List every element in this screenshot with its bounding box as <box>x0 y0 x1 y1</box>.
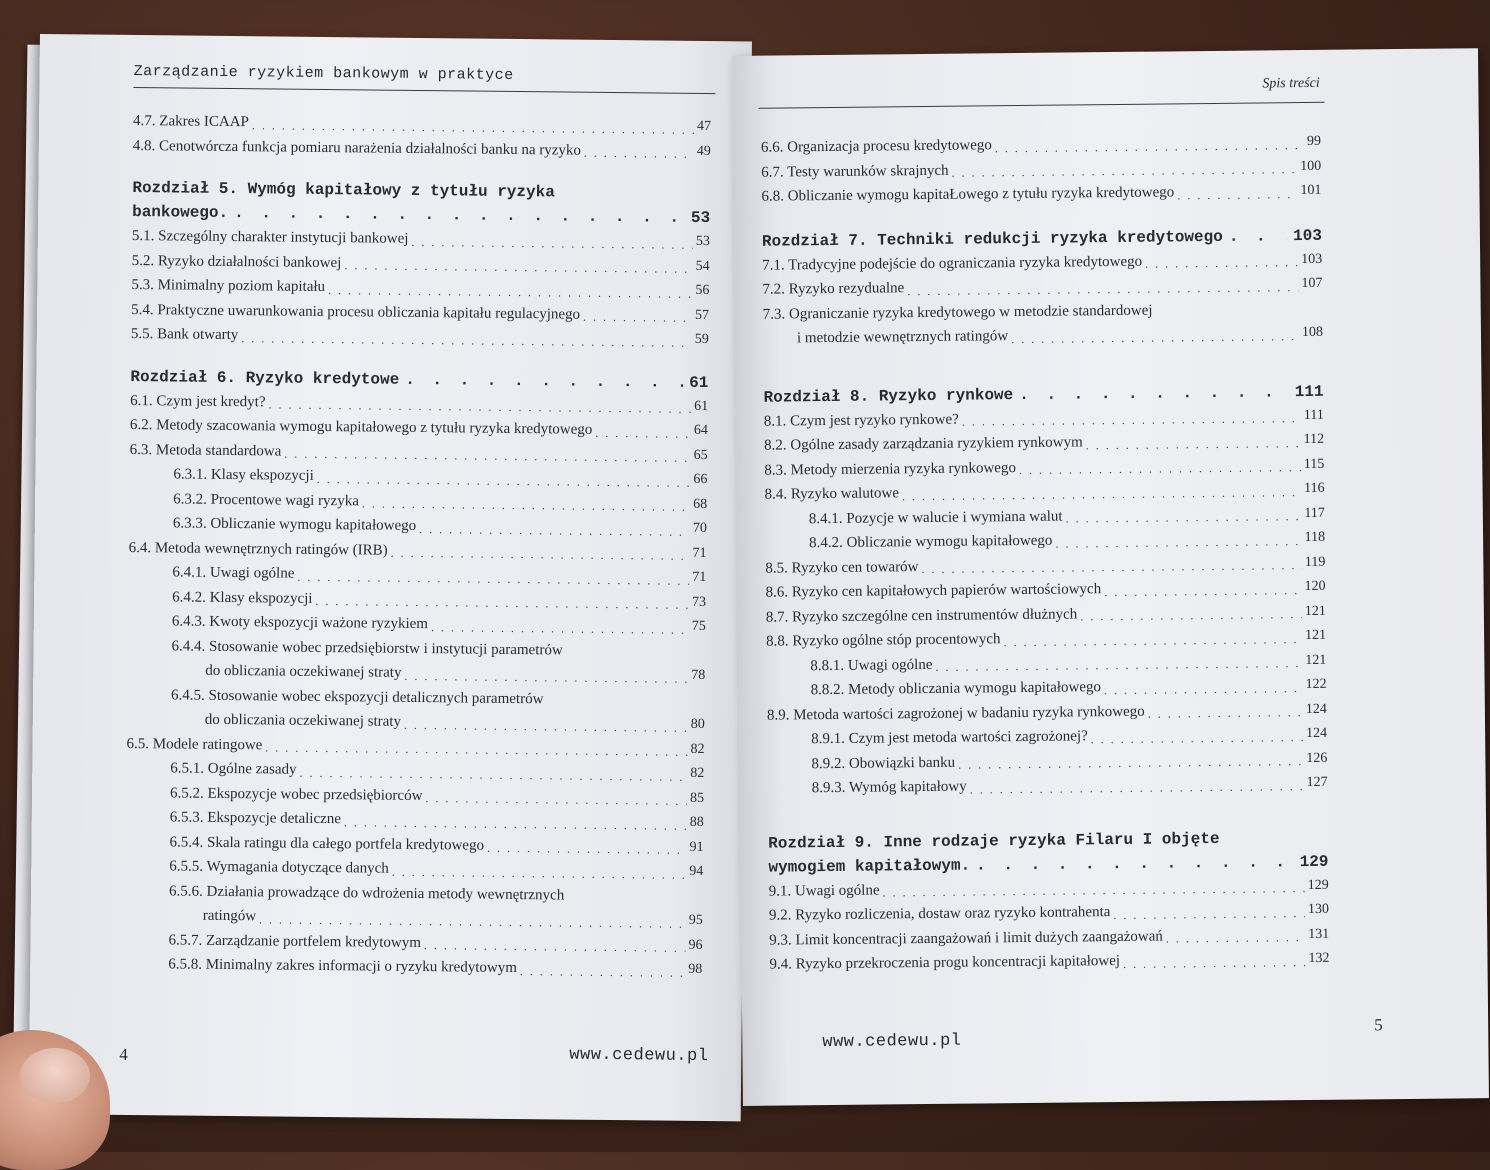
toc-entry: 6.4.2. Klasy ekspozycji . . . 73 <box>128 584 706 615</box>
toc-entry: 6.3. Metoda standardowa . . . 65 <box>130 437 708 468</box>
toc-entry: 6.2. Metody szacowania wymogu kapitałowego z tytułu ryzyka kredytowego . . . 64 <box>130 413 708 444</box>
toc-entry: 4.8. Cenotwórcza funkcja pomiaru narażenia działalności banku na ryzyko . . . 49 <box>133 133 711 164</box>
toc-entry: 8.8.2. Metody obliczania wymogu kapitałowego . . . 122 <box>767 673 1327 703</box>
page-number-right: 5 <box>1374 1015 1383 1035</box>
toc-entry: 6.5.2. Ekspozycje wobec przedsiębiorców . . . 85 <box>126 780 704 811</box>
toc-entry: 6.5. Modele ratingowe . . . 82 <box>126 731 704 762</box>
toc-entry: 6.3.3. Obliczanie wymogu kapitałowego . . . 70 <box>129 511 707 542</box>
footer-url-right: www.cedewu.pl <box>822 1031 962 1053</box>
chapter-6-heading: Rozdział 6. Ryzyko kredytowe . . . 61 <box>130 364 708 394</box>
toc-left <box>124 109 711 983</box>
toc-entry-wrap: 6.4.5. Stosowanie wobec ekspozycji detalicznych parametrów <box>171 686 544 707</box>
toc-entry: 6.3.1. Klasy ekspozycji . . . 66 <box>129 462 707 493</box>
toc-entry: 9.4. Ryzyko przekroczenia progu koncentracji kapitałowej . . . 132 <box>769 947 1329 977</box>
toc-entry: 5.3. Minimalny poziom kapitału . . . 56 <box>131 273 709 304</box>
toc-entry: 6.8. Obliczanie wymogu kapitaŁowego z tytułu ryzyka kredytowego . . . 101 <box>761 179 1321 209</box>
toc-right <box>761 130 1330 977</box>
header-rule-right <box>759 102 1325 109</box>
chapter-5-heading: Rozdział 5. Wymóg kapitałowy z tytułu ryzyka bankowego. . . . 53 <box>132 176 710 230</box>
toc-entry: do obliczania oczekiwanej straty . . . 78 <box>127 658 705 689</box>
toc-entry: 4.7. Zakres ICAAP . . . 47 <box>133 109 711 140</box>
page-number-left: 4 <box>119 1044 128 1064</box>
toc-entry: ratingów . . . 95 <box>125 903 703 934</box>
chapter-8-heading: Rozdział 8. Ryzyko rynkowe . . . 111 <box>763 379 1323 409</box>
toc-entry: 8.2. Ogólne zasady zarządzania ryzykiem rynkowym . . . 112 <box>764 428 1324 458</box>
toc-entry: 6.5.7. Zarządzanie portfelem kredytowym . . . 96 <box>124 927 702 958</box>
toc-entry: 5.4. Praktyczne uwarunkowania procesu obliczania kapitału regulacyjnego . . . 57 <box>131 297 709 328</box>
toc-entry: 6.6. Organizacja procesu kredytowego . . . 99 <box>761 130 1321 160</box>
toc-entry: 7.2. Ryzyko rezydualne . . . 107 <box>762 272 1322 302</box>
toc-entry: 6.1. Czym jest kredyt? . . . 61 <box>130 388 708 419</box>
toc-entry: 9.2. Ryzyko rozliczenia, dostaw oraz ryzyko kontrahenta . . . 130 <box>769 898 1329 928</box>
toc-entry: 6.5.1. Ogólne zasady . . . 82 <box>126 756 704 787</box>
running-head-left: Zarządzanie ryzykiem bankowym w praktyce <box>133 62 514 84</box>
toc-entry: 8.4.2. Obliczanie wymogu kapitałowego . . . 118 <box>765 526 1325 556</box>
right-page <box>732 48 1489 1106</box>
toc-entry: 6.4.1. Uwagi ogólne . . . 71 <box>128 560 706 591</box>
toc-entry-wrap: 6.4.4. Stosowanie wobec przedsiębiorstw i instytucji parametrów <box>171 637 563 659</box>
toc-entry: 9.3. Limit koncentracji zaangażowań i limit dużych zaangażowań . . . 131 <box>769 922 1329 952</box>
toc-entry: 5.5. Bank otwarty . . . 59 <box>131 322 709 353</box>
toc-entry: 5.2. Ryzyko działalności bankowej . . . 54 <box>132 248 710 279</box>
toc-entry: 8.9.2. Obowiązki banku . . . 126 <box>767 746 1327 776</box>
toc-entry: 6.5.4. Skala ratingu dla całego portfela kredytowego . . . 91 <box>125 829 703 860</box>
toc-entry: 6.5.8. Minimalny zakres informacji o ryzyku kredytowym . . . 98 <box>124 952 702 983</box>
toc-entry: 7.1. Tradycyjne podejście do ograniczania ryzyka kredytowego . . . 103 <box>762 247 1322 277</box>
toc-entry: 9.1. Uwagi ogólne . . . 129 <box>769 873 1329 903</box>
running-head-right: Spis treści <box>1262 75 1320 92</box>
footer-url-left: www.cedewu.pl <box>569 1045 709 1067</box>
toc-entry: 8.8. Ryzyko ogólne stóp procentowych . . . 121 <box>766 624 1326 654</box>
toc-entry: 6.7. Testy warunków skrajnych . . . 100 <box>761 154 1321 184</box>
toc-entry: 5.1. Szczególny charakter instytucji bankowej . . . 53 <box>132 224 710 255</box>
toc-entry: 8.4.1. Pozycje w walucie i wymiana walut . . . 117 <box>765 501 1325 531</box>
header-rule-left <box>133 87 715 94</box>
toc-entry-wrap: 7.3. Ograniczanie ryzyka kredytowego w metodzie standardowej <box>762 302 1153 323</box>
chapter-7-heading: Rozdział 7. Techniki redukcji ryzyka kredytowego . . . 103 <box>762 223 1322 253</box>
toc-entry: 8.6. Ryzyko cen kapitałowych papierów wartościowych . . . 120 <box>765 575 1325 605</box>
toc-entry: 6.4. Metoda wewnętrznych ratingów (IRB) . . . 71 <box>128 535 706 566</box>
toc-entry: 6.5.3. Ekspozycje detaliczne . . . 88 <box>126 805 704 836</box>
toc-entry: 8.8.1. Uwagi ogólne . . . 121 <box>766 648 1326 678</box>
toc-entry: 8.9.3. Wymóg kapitałowy . . . 127 <box>768 771 1328 801</box>
toc-entry: 8.9. Metoda wartości zagrożonej w badaniu ryzyka rynkowego . . . 124 <box>767 697 1327 727</box>
thumbnail <box>20 1048 90 1103</box>
toc-entry: 6.5.5. Wymagania dotyczące danych . . . 94 <box>125 854 703 885</box>
toc-entry: 8.3. Metody mierzenia ryzyka rynkowego . . . 115 <box>764 452 1324 482</box>
chapter-9-heading: Rozdział 9. Inne rodzaje ryzyka Filaru I objęte wymogiem kapitałowym. . . . 129 <box>768 825 1328 879</box>
toc-entry: 8.4. Ryzyko walutowe . . . 116 <box>764 477 1324 507</box>
toc-entry-wrap: 6.5.6. Działania prowadzące do wdrożenia metody wewnętrznych <box>168 882 565 904</box>
toc-entry: i metodzie wewnętrznych ratingów . . . 108 <box>763 321 1323 351</box>
toc-entry: 8.9.1. Czym jest metoda wartości zagrożonej? . . . 124 <box>767 722 1327 752</box>
toc-entry: 6.3.2. Procentowe wagi ryzyka . . . 68 <box>129 486 707 517</box>
toc-entry: 8.7. Ryzyko szczególne cen instrumentów dłużnych . . . 121 <box>766 599 1326 629</box>
toc-entry: do obliczania oczekiwanej straty . . . 80 <box>127 707 705 738</box>
left-page <box>29 34 752 1121</box>
toc-entry: 8.5. Ryzyko cen towarów . . . 119 <box>765 550 1325 580</box>
toc-entry: 8.1. Czym jest ryzyko rynkowe? . . . 111 <box>764 403 1324 433</box>
toc-entry: 6.4.3. Kwoty ekspozycji ważone ryzykiem . . . 75 <box>128 609 706 640</box>
